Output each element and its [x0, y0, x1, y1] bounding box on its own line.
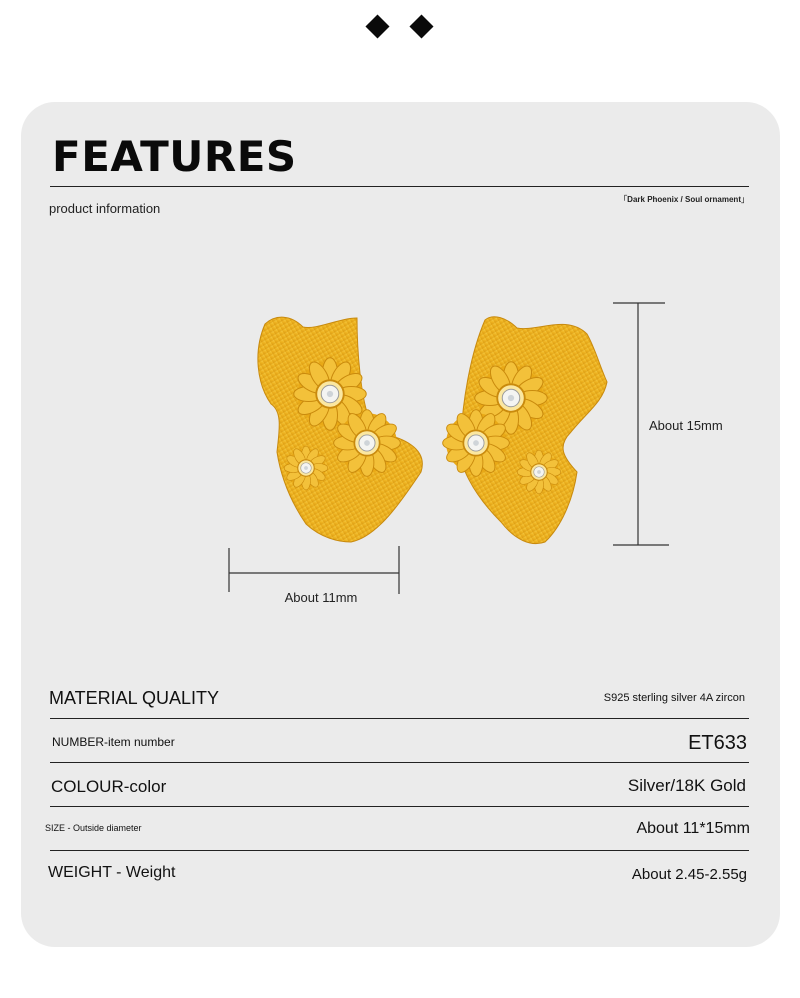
- item-number-label: NUMBER-item number: [52, 735, 175, 749]
- diamond-icon: [365, 14, 389, 38]
- colour-label: COLOUR-color: [51, 777, 167, 796]
- left-earring: [258, 317, 422, 542]
- width-label: About 11mm: [284, 590, 358, 605]
- weight-label: WEIGHT - Weight: [48, 864, 176, 881]
- size-label: SIZE - Outside diameter: [45, 823, 142, 833]
- height-label: About 15mm: [649, 418, 723, 433]
- weight-value: About 2.45-2.55g: [631, 866, 747, 883]
- height-dimension: [613, 303, 723, 545]
- page-title: FEATURES: [52, 132, 297, 181]
- diamond-icon: [409, 14, 433, 38]
- right-earring: [443, 317, 607, 544]
- material-label: MATERIAL QUALITY: [49, 688, 220, 708]
- width-dimension: [229, 546, 399, 605]
- spec-divider: [50, 850, 749, 851]
- material-value: S925 sterling silver 4A zircon: [603, 692, 745, 704]
- spec-divider: [50, 806, 749, 807]
- item-number-value: ET633: [688, 732, 747, 754]
- section-subtitle: product information: [49, 201, 161, 216]
- colour-value: Silver/18K Gold: [627, 776, 746, 795]
- spec-divider: [50, 718, 749, 719]
- spec-divider: [50, 762, 749, 763]
- features-card: [21, 102, 780, 947]
- size-value: About 11*15mm: [636, 820, 750, 837]
- earrings-product-image: [21, 102, 780, 662]
- brand-tag: 「Dark Phoenix / Soul ornament」: [619, 195, 749, 204]
- top-diamond-ornament: [0, 15, 800, 39]
